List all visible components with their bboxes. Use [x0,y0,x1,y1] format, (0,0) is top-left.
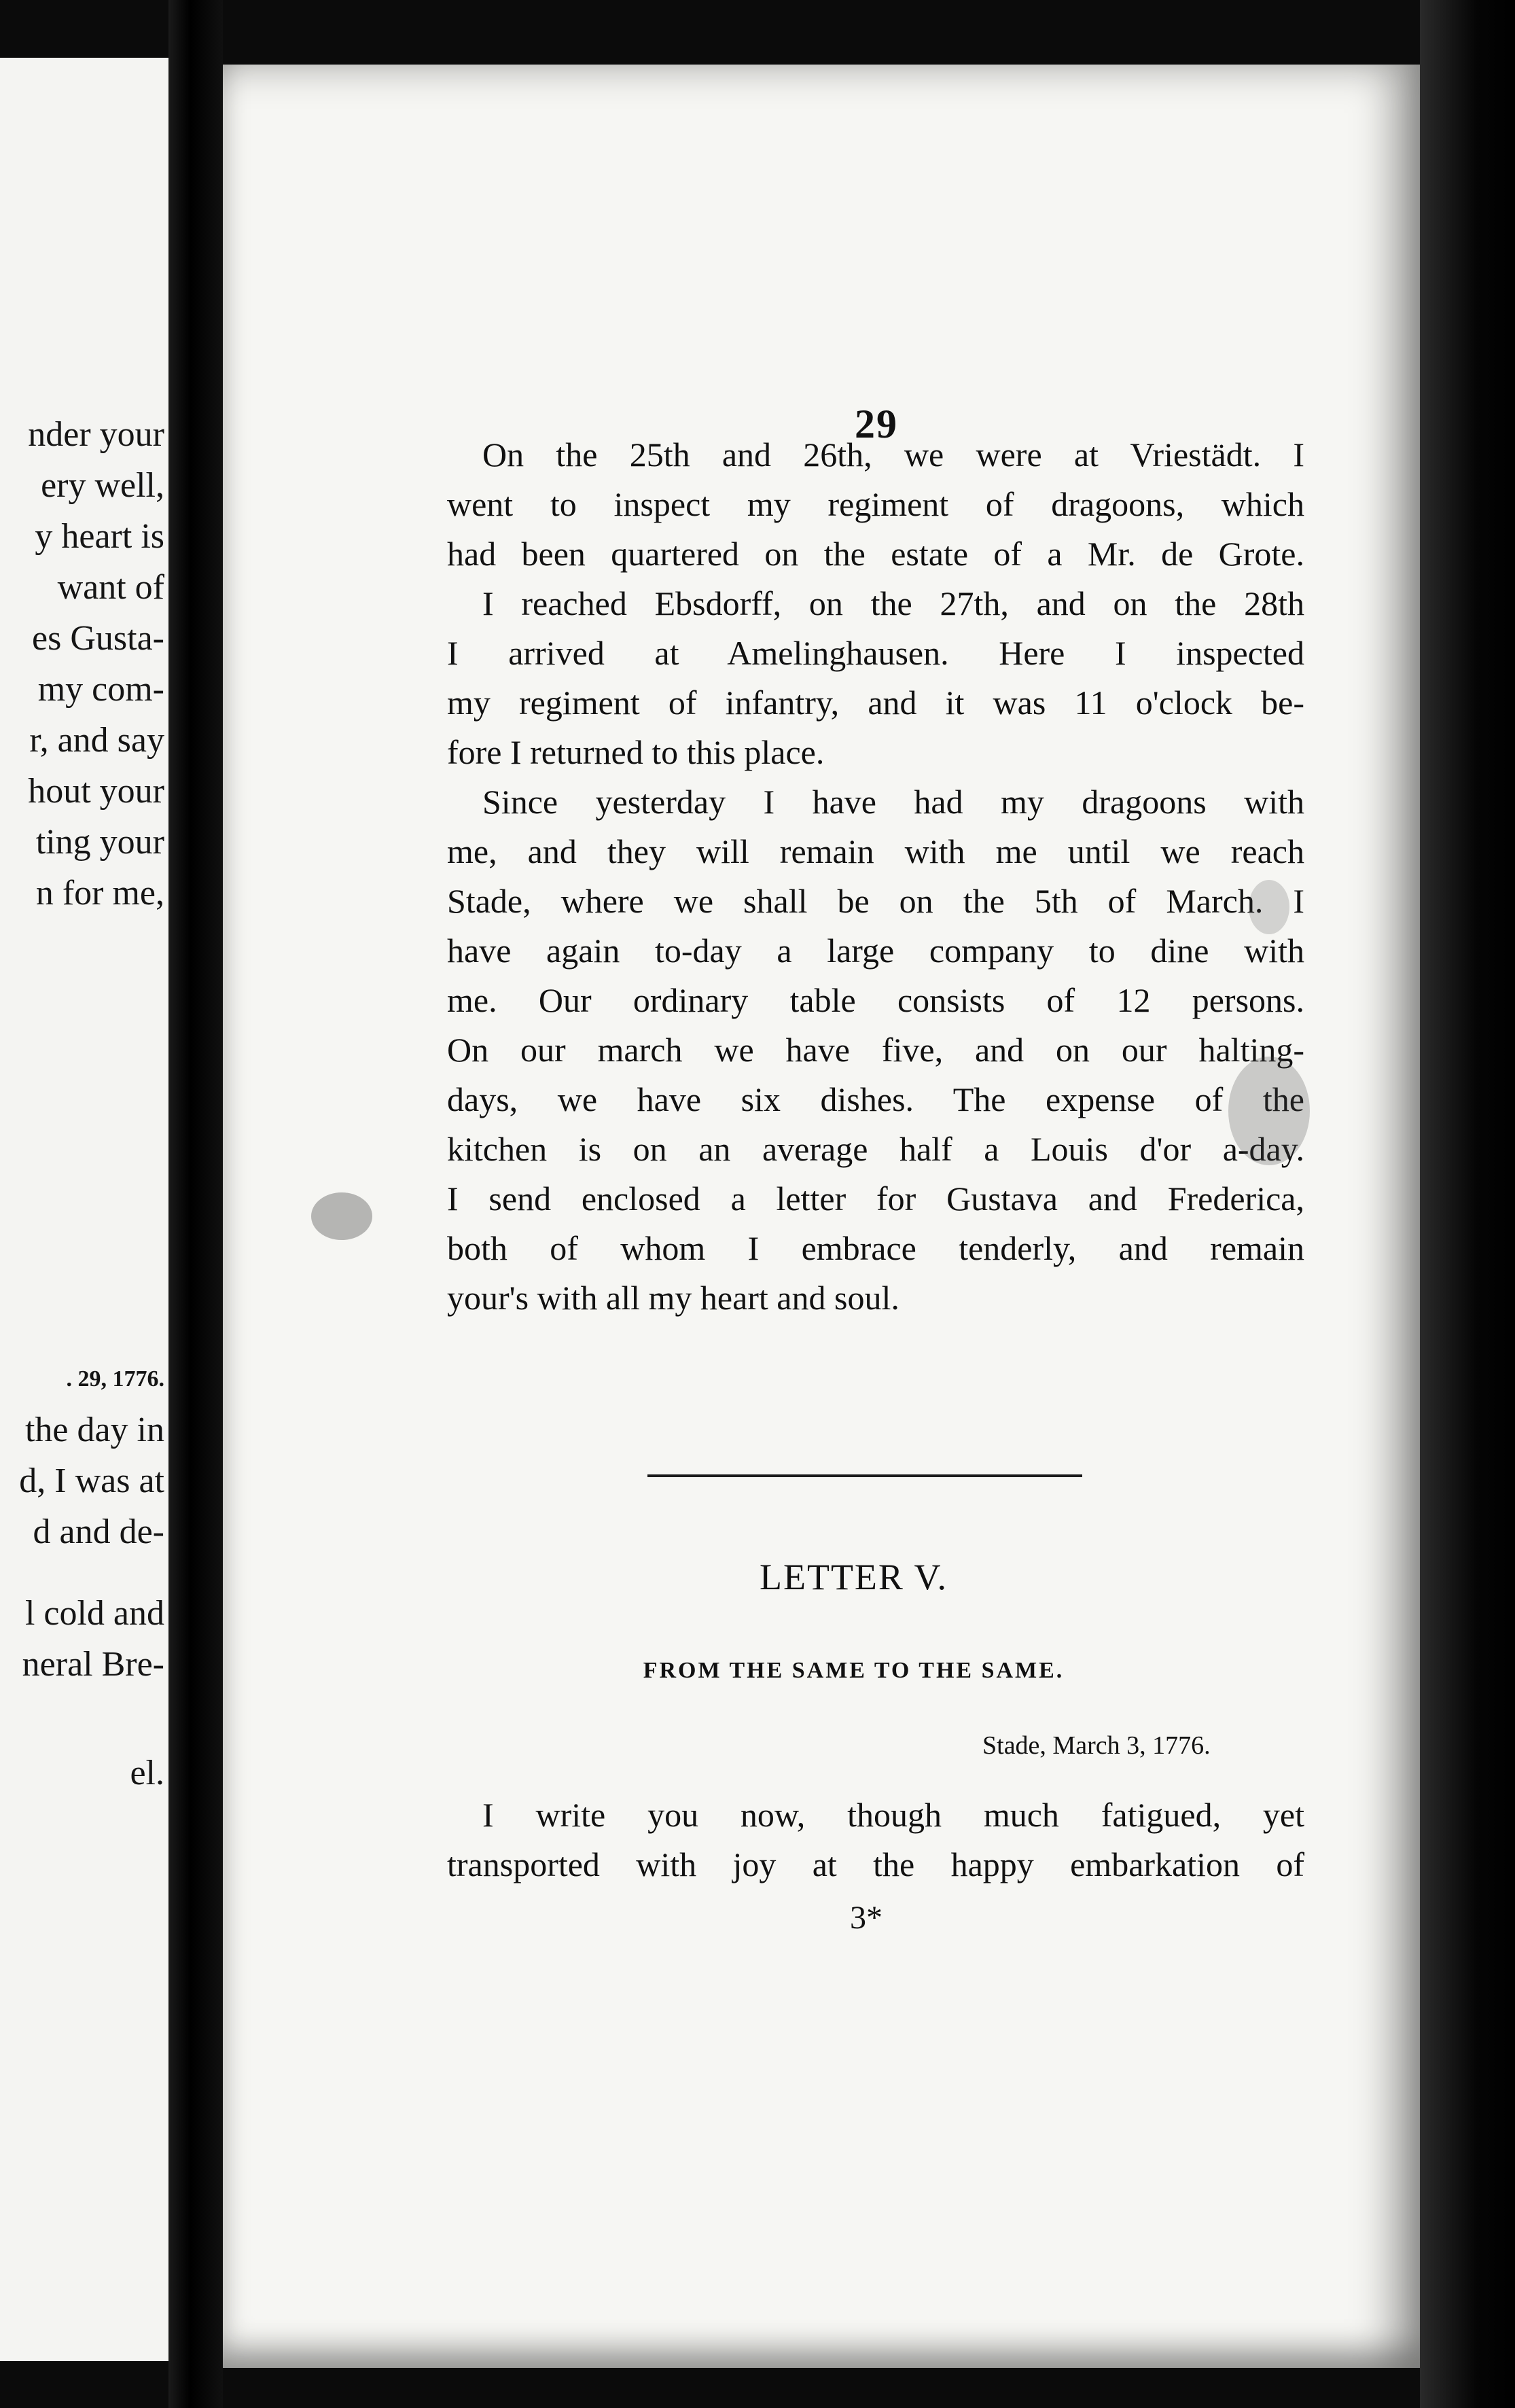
page-edge-shadow [1420,0,1515,2408]
left-page-line: n for me, [35,874,164,913]
left-page-line: d and de- [33,1512,164,1551]
text-line: had been quartered on the estate of a Mr. de Grote. [447,535,1304,573]
text-line: I reached Ebsdorff, on the 27th, and on the 28th [482,584,1304,622]
paragraph-2-continued [447,628,1304,777]
text-line: my regiment of infantry, and it was 11 o'clock be- [447,684,1304,722]
left-page-line: es Gusta- [32,619,164,658]
signature-mark: 3* [850,1900,883,1936]
text-line: kitchen is on an average half a Louis d'or a-day. [447,1130,1304,1168]
left-page-line: el. [130,1754,164,1792]
text-line: Since yesterday I have had my dragoons with [482,783,1304,821]
left-page-line: hout your [28,772,164,811]
paragraph-3 [447,777,1304,827]
paper-stain [311,1192,372,1240]
paragraph-1 [447,430,1304,480]
closing-paragraph [447,1790,1304,1840]
text-line: I arrived at Amelinghausen. Here I inspected [447,634,1304,672]
paragraph-3-continued [447,827,1304,1323]
book-gutter [168,0,223,2408]
letter-heading: LETTER V. [759,1557,948,1597]
left-page-line: ery well, [41,466,164,505]
text-line: transported with joy at the happy embarkation of [447,1845,1304,1883]
text-line: have again to-day a large company to dine with [447,932,1304,970]
closing-paragraph-continued [447,1840,1304,1890]
text-line: Stade, where we shall be on the 5th of March. I [447,882,1304,920]
text-line: On the 25th and 26th, we were at Vriestädt. I [482,436,1304,474]
left-page-line: y heart is [35,517,164,556]
section-divider [647,1474,1082,1477]
text-line: me, and they will remain with me until we reach [447,832,1304,870]
left-page-line: my com- [37,670,164,709]
text-line: went to inspect my regiment of dragoons, which [447,485,1304,523]
letter-subheading: FROM THE SAME TO THE SAME. [643,1658,1065,1683]
paragraph-2 [447,579,1304,628]
current-page [223,65,1420,2368]
text-line: I write you now, though much fatigued, yet [482,1796,1304,1834]
left-page-line: nder your [28,415,164,454]
text-line: days, we have six dishes. The expense of the [447,1080,1304,1118]
page-number: 29 [855,402,898,446]
left-page-line: want of [57,568,164,607]
paper-stain [1249,880,1289,934]
text-line: fore I returned to this place. [447,733,825,771]
left-page-line: the day in [24,1411,164,1449]
left-page-line: l cold and [24,1594,164,1633]
previous-page-fragment [0,58,168,2361]
left-page-line: neral Bre- [22,1645,164,1684]
text-line: both of whom I embrace tenderly, and remain [447,1229,1304,1267]
left-page-line: r, and say [29,721,164,760]
text-line: your's with all my heart and soul. [447,1279,899,1317]
paragraph-1-continued [447,480,1304,579]
left-page-dateline: . 29, 1776. [66,1366,164,1392]
left-page-line: d, I was at [19,1462,164,1500]
dateline: Stade, March 3, 1776. [982,1731,1211,1760]
paper-stain [1228,1057,1310,1165]
text-line: me. Our ordinary table consists of 12 persons. [447,981,1304,1019]
text-line: On our march we have five, and on our halting- [447,1031,1304,1069]
text-line: I send enclosed a letter for Gustava and Frederica, [447,1180,1304,1218]
left-page-line: ting your [35,823,164,862]
